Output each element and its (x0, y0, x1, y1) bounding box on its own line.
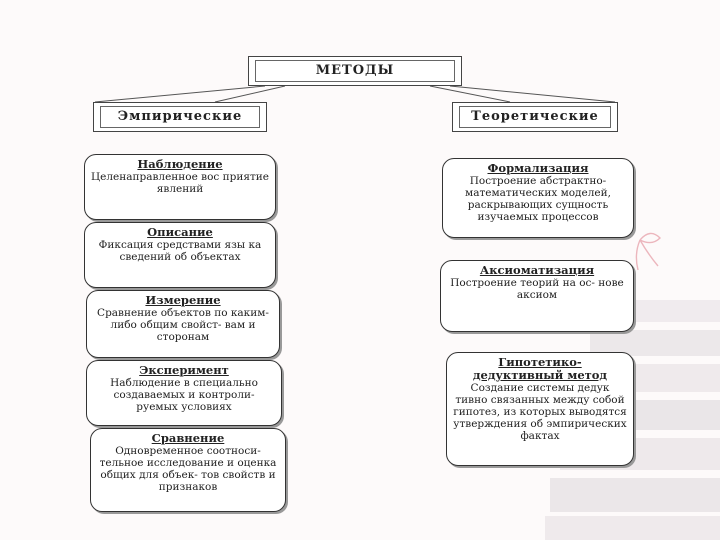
method-description: Сравнение объектов по каким-либо общим свойст- вам и сторонам (97, 307, 269, 343)
ribbon-decoration (636, 233, 660, 270)
method-description: Наблюдение в специально создаваемых и контроли- руемых условиях (110, 377, 258, 413)
method-description: Создание системы дедук тивно связанных между собой гипотез, из которых выводятся утверждения об эмпирических фактах (453, 382, 627, 442)
method-title: Наблюдение (137, 157, 223, 171)
method-experiment (86, 360, 282, 426)
root-methods-box (248, 56, 462, 86)
method-title: Сравнение (151, 431, 225, 445)
method-title: Измерение (145, 293, 221, 307)
connector-lines (95, 86, 615, 102)
method-title: Эксперимент (139, 363, 229, 377)
theoretical-branch-title: Теоретические (459, 106, 611, 128)
method-description: Одновременное соотноси- тельное исследование и оценка общих для объек- тов свойств и признаков (99, 445, 277, 493)
root-methods-title: МЕТОДЫ (255, 60, 455, 82)
method-title: Гипотетико- дедуктивный метод (472, 355, 608, 382)
method-axiomatization (440, 260, 634, 332)
method-title: Формализация (487, 161, 589, 175)
method-description: Целенаправленное вос приятие явлений (91, 171, 269, 195)
method-measurement (86, 290, 280, 358)
empirical-branch-box (93, 102, 267, 132)
theoretical-branch-box (452, 102, 618, 132)
method-comparison (90, 428, 286, 512)
empirical-branch-title: Эмпирические (100, 106, 260, 128)
method-description-box (84, 222, 276, 288)
method-description: Построение теорий на ос- нове аксиом (450, 277, 624, 301)
method-formalization (442, 158, 634, 238)
method-title: Описание (147, 225, 213, 239)
method-description: Построение абстрактно- математических моделей, раскрывающих сущность изучаемых процессов (465, 175, 611, 223)
method-description: Фиксация средствами язы ка сведений об объектах (98, 239, 262, 263)
method-hypothetico-deductive (446, 352, 634, 466)
method-observation (84, 154, 276, 220)
method-title: Аксиоматизация (479, 263, 595, 277)
